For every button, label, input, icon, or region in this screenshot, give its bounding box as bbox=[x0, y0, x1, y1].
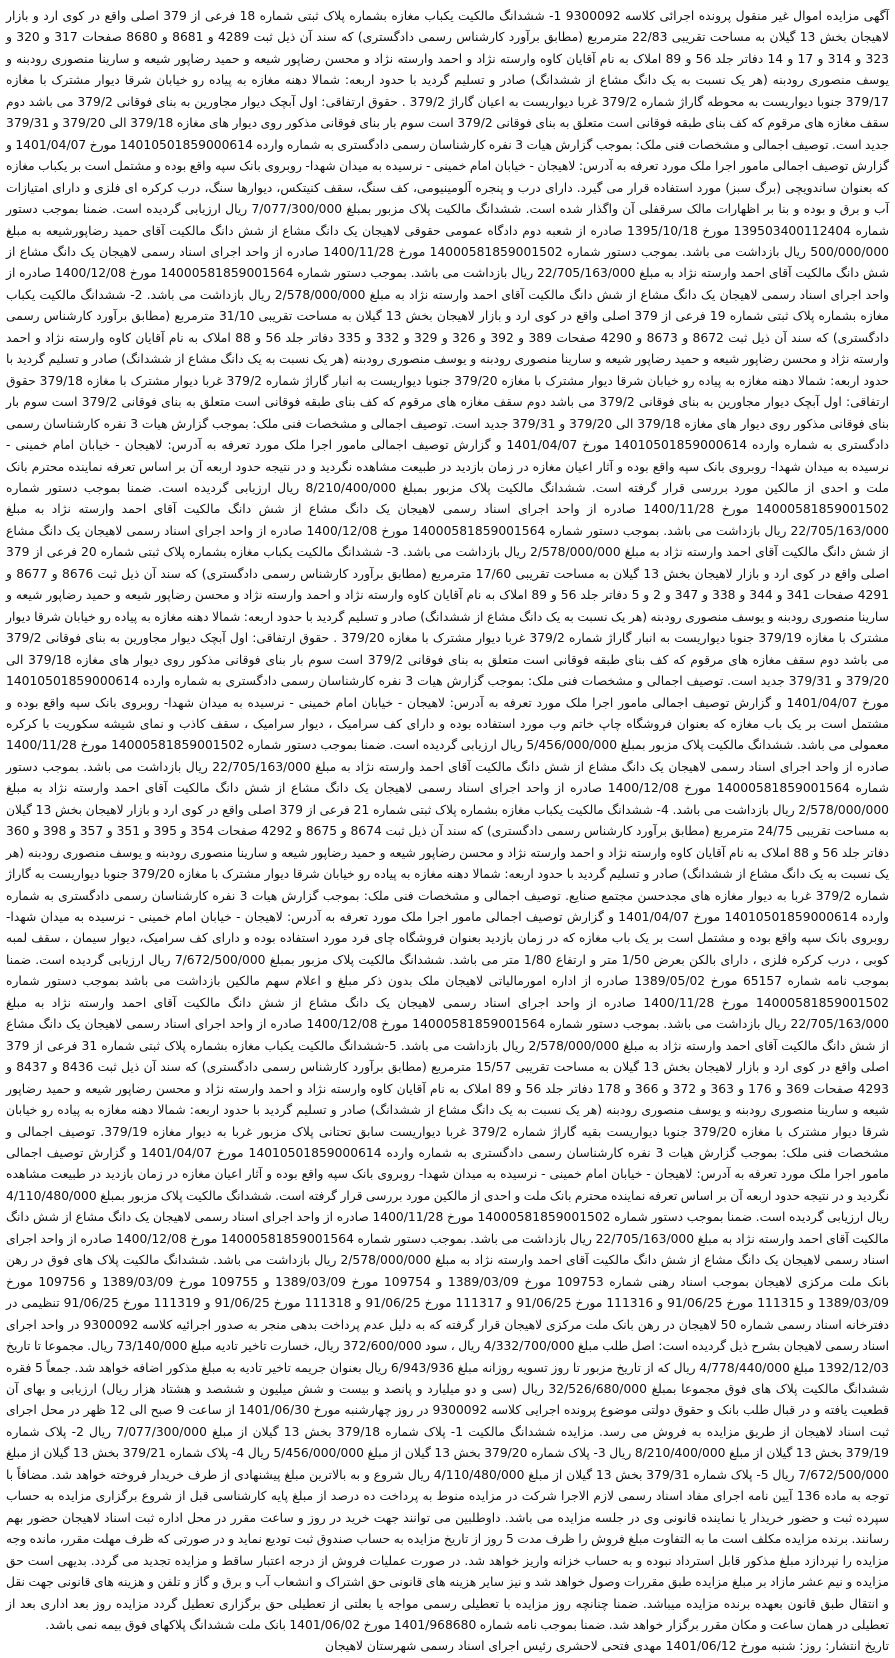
auction-notice-body: آگهی مزایده اموال غیر منقول پرونده اجرائی کلاسه 9300092 1- ششدانگ مالکیت یکباب مغازه بشماره پلاک ثبتی شماره 18 فرعی از 379 اصلی واقع در کوی ارد و بازار لاهیجان بخش 13 گیلان به مساحت تقریبی 22/83 مترمربع (مطابق برآورد کارشناس رسمی دادگستری) که سند آن ذیل ثبت 4289 و 8681 و 8680 صفحات 317 و 320 و 323 و 314 و 17 و 14 دفاتر جلد 56 و 89 املاک به نام آقایان کاوه وارسته نژاد و احمد وارسته نژاد و محسن رضاپور شیعه و حمید رضاپور شیعه و سارینا منصوری رودبنه و یوسف منصوری رودبنه (هر یک نسبت به یک دانگ مشاع از ششدانگ) صادر و تسلیم گردید با حدود اربعه: شمالا دهنه مغازه به پیاده رو خیابان شرقا دیوار مشترک با مغازه 379/17 جنوبا دیواریست به محوطه گاراژ شماره 379/2 غربا دیواریست به اعیان گاراژ 379/2 . حقوق ارتفاقی: اول آبچک دیوار مجاورین به بنای فوقانی 379/2 می باشد دوم سقف مغازه های مرقوم که کف بنای طبقه فوقانی است متعلق به بنای فوقانی 379/2 است سوم بار بنای فوقانی مذکور روی دیوار های مغازه 379/18 الی 379/20 و 379/31 جدید است. توصیف اجمالی و مشخصات فنی ملک: بموجب گزارش هیات 3 نفره کارشناسان رسمی دادگستری به شماره وارده 14010501859000614 مورخ 1401/04/07 و گزارش توصیف اجمالی مامور اجرا ملک مورد تعرفه به آدرس: لاهیجان - خیابان امام خمینی - نرسیده به میدان شهدا- روبروی بانک سپه واقع بوده و مشتمل است بر یکباب مغازه که بعنوان ساندویچی (برگ سبز) مورد استفاده قرار می گیرد. دارای درب و پنجره آلومینیومی، کف سنگ، سقف کنیتکس، دیوارها سنگ، درب کرکره ای فلزی و دارای امتیازات آب و برق و بوده و بنا بر اظهارات مالک سرقفلی آن واگذار شده است. ششدانگ مالکیت پلاک مزبور بمبلغ 7/077/300/000 ریال ارزیابی گردیده است. ضمنا بموجب دستور شماره 139503400112404 مورخ 1395/10/18 صادره از شعبه دوم دادگاه عمومی حقوقی لاهیجان یک دانگ مشاع از شش دانگ مالکیت آقای حمید رضاپورشیعه به مبلغ 500/000/000 ریال بازداشت می باشد. بموجب دستور شماره 14000581859001502 مورخ 1400/11/28 صادره از واحد اجرای اسناد رسمی لاهیجان یک دانگ مشاع از شش دانگ مالکیت آقای احمد وارسته نژاد به مبلغ 22/705/163/000 ریال بازداشت می باشد. بموجب دستور شماره 14000581859001564 مورخ 1400/12/08 صادره از واحد اجرای اسناد رسمی لاهیجان یک دانگ مشاع از شش دانگ مالکیت آقای احمد وارسته نژاد به مبلغ 2/578/000/000 ریال بازداشت می باشد. 2- ششدانگ مالکیت یکباب مغازه بشماره پلاک ثبتی شماره 19 فرعی از 379 اصلی واقع در کوی ارد و بازار لاهیجان بخش 13 گیلان به مساحت تقریبی 31/10 مترمربع (مطابق برآورد کارشناس رسمی دادگستری) که سند آن ذیل ثبت 8672 و 8673 و 4290 صفحات 389 و 392 و 326 و 329 و 332 و 335 دفاتر جلد 56 و 88 املاک به نام آقایان کاوه وارسته نژاد و احمد وارسته نژاد و محسن رضاپور شیعه و حمید رضاپور شیعه و سارینا منصوری رودبنه و یوسف منصوری رودبنه (هر یک نسبت به یک دانگ مشاع از ششدانگ) صادر و تسلیم گردید با حدود اربعه: شمالا دهنه مغازه به پیاده رو خیابان شرقا دیوار مشترک با مغازه 379/20 جنوبا دیواریست به انبار گاراژ شماره 379/2 غربا دیوار مشترک با مغازه 379/18 حقوق ارتفاقی: اول آبچک دیوار مجاورین به بنای فوقانی 379/2 می باشد دوم سقف مغازه های مرقوم که کف بنای طبقه فوقانی است متعلق به بنای فوقانی 379/2 است سوم بار بنای فوقانی مذکور روی دیوار های مغازه 379/18 الی 379/20 و 379/31 جدید است. توصیف اجمالی و مشخصات فنی ملک: بموجب گزارش هیات 3 نفره کارشناسان رسمی دادگستری به شماره وارده 14010501859000614 مورخ 1401/04/07 و گزارش توصیف اجمالی مامور اجرا ملک مورد تعرفه به آدرس: لاهیجان - خیابان امام خمینی - نرسیده به میدان شهدا- روبروی بانک سپه واقع بوده و آثار اعیان مغازه در زمان بازدید در طبیعت مشاهده نگردید و در نتیجه حدود اربعه آن بر اساس تعرفه نماینده محترم بانک ملت و احدی از مالکین مورد بررسی قرار گرفته است. ششدانگ مالکیت پلاک مزبور بمبلغ 8/210/400/000 ریال ارزیابی گردیده است. ضمنا بموجب دستور شماره 14000581859001502 مورخ 1400/11/28 صادره از واحد اجرای اسناد رسمی لاهیجان یک دانگ مشاع از شش دانگ مالکیت آقای احمد وارسته نژاد به مبلغ 22/705/163/000 ریال بازداشت می باشد. بموجب دستور شماره 14000581859001564 مورخ 1400/12/08 صادره از واحد اجرای اسناد رسمی لاهیجان یک دانگ مشاع از شش دانگ مالکیت آقای احمد وارسته نژاد به مبلغ 2/578/000/000 ریال بازداشت می باشد. 3- ششدانگ مالکیت یکباب مغازه بشماره پلاک ثبتی شماره 20 فرعی از 379 اصلی واقع در کوی ارد و بازار لاهیجان بخش 13 گیلان به مساحت تقریبی 17/60 مترمربع (مطابق برآورد کارشناس رسمی دادگستری) که سند آن ذیل ثبت 8676 و 8677 و 4291 صفحات 341 و 344 و 338 و 347 و 2 و 5 دفاتر جلد 56 و 89 املاک به نام آقایان کاوه وارسته نژاد و احمد وارسته نژاد و محسن رضاپور شیعه و حمید رضاپور شیعه و سارینا منصوری رودبنه و یوسف منصوری رودبنه (هر یک نسبت به یک دانگ مشاع از ششدانگ) صادر و تسلیم گردید با حدود اربعه: شمالا دهنه مغازه به پیاده رو خیابان شرقا دیوار مشترک با مغازه 379/19 جنوبا دیواریست به انبار گاراژ شماره 379/2 غربا دیوار مشترک با مغازه 379/20 . حقوق ارتفاقی: اول آبچک دیوار مجاورین به بنای فوقانی 379/2 می باشد دوم سقف مغازه های مرقوم که کف بنای طبقه فوقانی است متعلق به بنای فوقانی 379/2 است سوم بار بنای فوقانی مذکور روی دیوار های مغازه 379/18 الی 379/20 و 379/31 جدید است. توصیف اجمالی و مشخصات فنی ملک: بموجب گزارش هیات 3 نفره کارشناسان رسمی دادگستری به شماره وارده 14010501859000614 مورخ 1401/04/07 و گزارش توصیف اجمالی مامور اجرا ملک مورد تعرفه به آدرس: لاهیجان - خیابان امام خمینی - نرسیده به میدان شهدا- روبروی بانک سپه واقع بوده و مشتمل است بر یک باب مغازه که بعنوان فروشگاه چاپ خاتم وب مورد استفاده بوده و دارای کف سرامیک ، دیوار سرامیک ، سقف کاذب و نمای شیشه سکوریت با کرکره معمولی می باشد. ششدانگ مالکیت پلاک مزبور بمبلغ 5/456/000/000 ریال ارزیابی گردیده است. ضمنا بموجب دستور شماره 14000581859001502 مورخ 1400/11/28 صادره از واحد اجرای اسناد رسمی لاهیجان یک دانگ مشاع از شش دانگ مالکیت آقای احمد وارسته نژاد به مبلغ 22/705/163/000 ریال بازداشت می باشد. بموجب دستور شماره 14000581859001564 مورخ 1400/12/08 صادره از واحد اجرای اسناد رسمی لاهیجان یک دانگ مشاع از شش دانگ مالکیت آقای احمد وارسته نژاد به مبلغ 2/578/000/000 ریال بازداشت می باشد. 4- ششدانگ مالکیت یکباب مغازه بشماره پلاک ثبتی شماره 21 فرعی از 379 اصلی واقع در کوی ارد و بازار لاهیجان بخش 13 گیلان به مساحت تقریبی 24/75 مترمربع (مطابق برآورد کارشناس رسمی دادگستری) که سند آن ذیل ثبت 8674 و 8675 و 4292 صفحات 354 و 395 و 351 و 357 و 398 و 360 دفاتر جلد 56 و 88 املاک به نام آقایان کاوه وارسته نژاد و احمد وارسته نژاد و محسن رضاپور شیعه و حمید رضاپور شیعه و سارینا منصوری رودبنه و یوسف منصوری رودبنه (هر یک نسبت به یک دانگ مشاع از ششدانگ) صادر و تسلیم گردید با حدود اربعه: شمالا دهنه مغازه به پیاده رو خیابان شرقا دیوار مشترک با مغازه 379/20 جنوبا دیواریست به گاراژ شماره 379/2 غربا به دیوار مغازه های مجدحسن مجتمع صنایع. توصیف اجمالی و مشخصات فنی ملک: بموجب گزارش هیات 3 نفره کارشناسان رسمی دادگستری به شماره وارده 14010501859000614 مورخ 1401/04/07 و گزارش توصیف اجمالی مامور اجرا ملک مورد تعرفه به آدرس: لاهیجان - خیابان امام خمینی - نرسیده به میدان شهدا- روبروی بانک سپه واقع بوده و مشتمل است بر یک باب مغازه که در زمان بازدید بعنوان فروشگاه چای فرد مورد استفاده بوده و دارای کف سرامیک، دیوار سیمان ، سقف لمبه کوبی ، درب کرکره فلزی ، دارای بالکن بعرض 1/50 متر و ارتفاع 1/80 متر می باشد. ششدانگ مالکیت پلاک مزبور بمبلغ 7/672/500/000 ریال ارزیابی گردیده است. ضمنا بموجب نامه شماره 65157 مورخ 1389/05/02 صادره از اداره امورمالیاتی لاهیجان ملک بدون ذکر مبلغ و اعلام سهم مالکین بازداشت می باشد بموجب دستور شماره 14000581859001502 مورخ 1400/11/28 صادره از واحد اجرای اسناد رسمی لاهیجان یک دانگ مشاع از شش دانگ مالکیت آقای احمد وارسته نژاد به مبلغ 22/705/163/000 ریال بازداشت می باشد. بموجب دستور شماره 14000581859001564 مورخ 1400/12/08 صادره از واحد اجرای اسناد رسمی لاهیجان یک دانگ مشاع از شش دانگ مالکیت آقای احمد وارسته نژاد به مبلغ 2/578/000/000 ریال بازداشت می باشد. 5-ششدانگ مالکیت یکباب مغازه بشماره پلاک ثبتی شماره 31 فرعی از 379 اصلی واقع در کوی ارد و بازار لاهیجان بخش 13 گیلان به مساحت تقریبی 15/57 مترمربع (مطابق برآورد کارشناس رسمی دادگستری) که سند آن ذیل ثبت 8436 و 8437 و 4293 صفحات 369 و 176 و 363 و 372 و 366 و 178 دفاتر جلد 56 و 89 املاک به نام آقایان کاوه وارسته نژاد و احمد وارسته نژاد و محسن رضاپور شیعه و حمید رضاپور شیعه و سارینا منصوری رودبنه و یوسف منصوری رودبنه (هر یک نسبت به یک دانگ مشاع از ششدانگ) صادر و تسلیم گردید با حدود اربعه: شمالا دهنه مغازه به پیاده رو خیابان شرقا دیوار مشترک با مغازه 379/20 جنوبا دیواریست بقیه گاراژ شماره 379/2 غربا دیواریست سابق تحتانی پلاک مزبور غربا به دیوار مغازه 379/19. توصیف اجمالی و مشخصات فنی ملک: بموجب گزارش هیات 3 نفره کارشناسان رسمی دادگستری به شماره وارده 14010501859000614 مورخ 1401/04/07 و گزارش توصیف اجمالی مامور اجرا ملک مورد تعرفه به آدرس: لاهیجان - خیابان امام خمینی - نرسیده به میدان شهدا- روبروی بانک سپه واقع بوده و آثار اعیان مغازه در زمان بازدید در طبیعت مشاهده نگردید و در نتیجه حدود اربعه آن بر اساس تعرفه نماینده محترم بانک ملت و احدی از مالکین مورد بررسی قرار گرفته است. ششدانگ مالکیت پلاک مزبور بمبلغ 4/110/480/000 ریال ارزیابی گردیده است. ضمنا بموجب دستور شماره 14000581859001502 مورخ 1400/11/28 صادره از واحد اجرای اسناد رسمی لاهیجان یک دانگ مشاع از شش دانگ مالکیت آقای احمد وارسته نژاد به مبلغ 22/705/163/000 ریال بازداشت می باشد. بموجب دستور شماره 14000581859001564 مورخ 1400/12/08 صادره از واحد اجرای اسناد رسمی لاهیجان یک دانگ مشاع از شش دانگ مالکیت آقای احمد وارسته نژاد به مبلغ 2/578/000/000 ریال بازداشت می باشد. ششدانگ مالکیت پلاک های فوق در رهن بانک ملت مرکزی لاهیجان بموجب اسناد رهنی شماره 109753 مورخ 1389/03/09 و 109754 مورخ 1389/03/09 و 109755 مورخ 1389/03/09 و 109756 مورخ 1389/03/09 و 111315 مورخ 91/06/25 و 111316 مورخ 91/06/25 و 111317 مورخ 91/06/25 و 111318 مورخ 91/06/25 و 111319 مورخ 91/06/25 تنظیمی در دفترخانه اسناد رسمی شماره 50 لاهیجان در رهن بانک ملت مرکزی لاهیجان قرار گرفته که به دلیل عدم پرداخت بدهی منجر به صدور اجرائیه کلاسه 9300092 در واحد اجرای اسناد رسمی لاهیجان بشرح ذیل گردیده است: اصل طلب مبلغ 4/332/700/000 ریال ، سود 372/600/000 ریال، خسارت تاخیر تادیه مبلغ 73/140/000 ریال. مجموعا تا تاریخ 1392/12/03 مبلغ 4/778/440/000 ریال که از تاریخ مزبور تا روز تسویه روزانه مبلغ 6/943/936 ریال بعنوان جریمه تاخیر تادیه به مبلغ مذکور اضافه خواهد شد. جمعاً 5 فقره ششدانگ مالکیت پلاک های فوق مجموعا بمبلغ 32/526/680/000 ریال (سی و دو میلیارد و پانصد و بیست و شش میلیون و ششصد و هشتاد هزار ریال) ارزیابی و بهای آن قطعیت یافته و در قبال طلب بانک و حقوق دولتی موضوع پرونده اجرایی کلاسه 9300092 در روز چهارشنبه مورخ 1401/06/30 از ساعت 9 صبح الی 12 ظهر در محل اجرای ثبت اسناد لاهیجان از طریق مزایده به فروش می رسد. مزایده ششدانگ مالکیت 1- پلاک شماره 379/18 بخش 13 گیلان از مبلغ 7/077/300/000 ریال 2- پلاک شماره 379/19 بخش 13 گیلان از مبلغ 8/210/400/000 ریال 3- پلاک شماره 379/20 بخش 13 گیلان از مبلغ 5/456/000/000 ریال 4- پلاک شماره 379/21 بخش 13 گیلان از مبلغ 7/672/500/000 ریال 5- پلاک شماره 379/31 بخش 13 گیلان از مبلغ 4/110/480/000 ریال شروع و به بالاترین مبلغ پیشنهادی از طرف خریدار فروخته خواهد شد. مضافاً با توجه به ماده 136 آیین نامه اجرای مفاد اسناد رسمی لازم الاجرا شرکت در مزایده منوط به پرداخت ده درصد از مبلغ پایه کارشناسی قبل از شروع برگزاری مزایده به حساب سپرده ثبت و حضور خریدار یا نماینده قانونی وی در جلسه مزایده می باشد. داوطلبین می توانند جهت خرید در روز و ساعت مقرر در محل اداره ثبت اسناد لاهیجان حضور بهم رسانند. برنده مزایده مکلف است ما به التفاوت مبلغ فروش را ظرف مدت 5 روز از تاریخ مزایده به حساب صندوق ثبت تودیع نماید و در صورتی که ظرف مهلت مقرر، مانده وجه مزایده را نپردازد مبلغ مذکور قابل استرداد نبوده و به حساب خزانه واریز خواهد شد. در صورت عملیات فروش از درجه اعتبار ساقط و مزایده تجدید می گردد. بدیهی است حق مزایده و نیم عشر مازاد بر مبلغ مزایده طبق مقررات وصول خواهد شد و نیز سایر هزینه های قانونی حق اشتراک و انشعاب آب و برق و گاز و تلفن و هزینه های قانونی جهت نقل و انتقال طبق قانون بعهده برنده مزایده میباشد. ضمنا چنانچه روز مزایده با تعطیلی رسمی مواجه یا بعلتی از تعطیلی حق برگزاری تعطیل گردد مزایده روز بعد اداری بعد از تعطیلی در همان ساعت و مکان مقرر برگزار خواهد شد. ضمنا بموجب نامه شماره 1401/968680 مورخ 1401/06/02 بانک ملت ششدانگ پلاکهای فوق بیمه نمی باشد. bbox=[6, 9, 890, 1632]
publication-line: تاریخ انتشار: روز: شنبه مورخ 1401/06/12 مهدی فتحی لاحشری رئیس اجرای اسناد رسمی شهرستان لاهیجان bbox=[325, 1639, 889, 1654]
